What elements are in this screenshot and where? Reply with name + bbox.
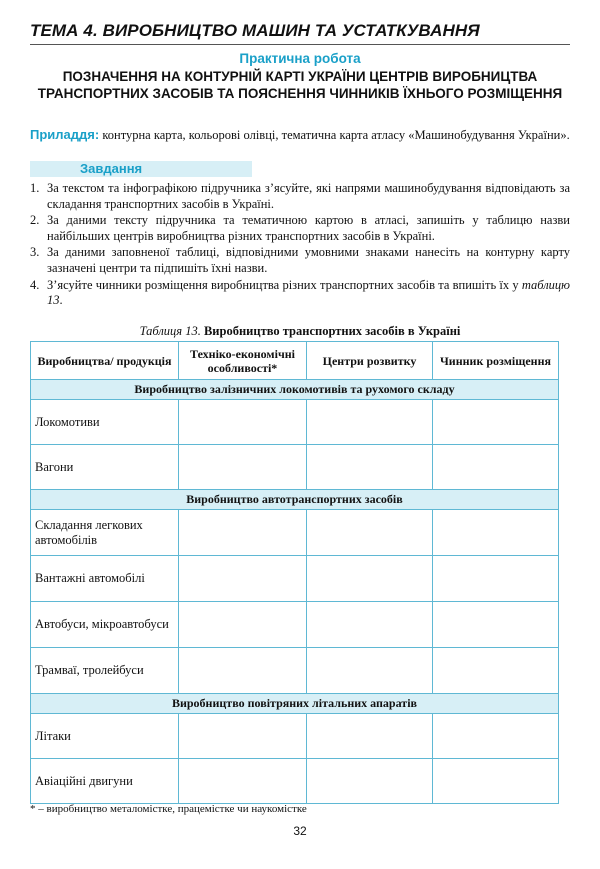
task-item [30,278,570,309]
header-factor: Чинник розміщення [433,342,559,380]
empty-cell-factor[interactable] [433,400,559,445]
empty-cell-centers[interactable] [307,648,433,694]
empty-cell-features[interactable] [179,445,307,490]
table-caption-number: Таблиця 13. [139,324,201,338]
tools-paragraph [30,126,575,144]
section-row-air [31,694,559,714]
tools-text: контурна карта, кольорові олівці, тематична карта атласу «Машинобудування України». [99,128,570,142]
production-table [30,341,559,804]
table-caption [30,324,570,339]
task-number: 1. [30,181,40,195]
empty-cell-centers[interactable] [307,759,433,804]
task-item [30,245,570,276]
page-number: 32 [293,824,307,838]
section-row-auto [31,490,559,510]
empty-cell-factor[interactable] [433,602,559,648]
row-label: Вантажні автомобілі [31,556,179,602]
header-production: Виробництва/ продукція [31,342,179,380]
header-features: Техніко-економічні особливості* [179,342,307,380]
empty-cell-features[interactable] [179,714,307,759]
empty-cell-features[interactable] [179,556,307,602]
empty-cell-centers[interactable] [307,445,433,490]
empty-cell-centers[interactable] [307,400,433,445]
tasks-header-band [30,161,252,177]
work-title: ПОЗНАЧЕННЯ НА КОНТУРНІЙ КАРТІ УКРАЇНИ ЦЕНТРІВ ВИРОБНИЦТВА ТРАНСПОРТНИХ ЗАСОБІВ ТА ПОЯСНЕННЯ ЧИННИКІВ ЇХНЬОГО РОЗМІЩЕННЯ [37,69,563,101]
empty-cell-centers[interactable] [307,556,433,602]
section-row-rail [31,380,559,400]
task-text-start: З’ясуйте чинники розміщення виробництва різних транспортних засобів та впишіть їх у [47,277,522,292]
task-text: За текстом та інфографікою підручника з’ясуйте, які напрями машинобудування відповідають за складання транспортних засобів в Україні. [47,181,570,211]
table-row [31,510,559,556]
empty-cell-factor[interactable] [433,648,559,694]
row-label: Трамваї, тролейбуси [31,648,179,694]
table-row [31,714,559,759]
table-row [31,648,559,694]
row-label: Літаки [31,714,179,759]
table-row [31,556,559,602]
practical-work-label: Практична робота [239,51,361,66]
empty-cell-factor[interactable] [433,714,559,759]
tasks-label: Завдання [80,161,143,176]
footnote: * – виробництво металомістке, працемістке чи наукомістке [30,803,307,815]
task-text: За даними заповненої таблиці, відповідними умовними знаками нанесіть на контурну карту зазначені центри та підпишіть їхні назви. [47,245,570,275]
section-title: Виробництво автотранспортних засобів [31,490,559,510]
task-table-reference: таблицю 13 [47,277,570,308]
table-row [31,602,559,648]
table-row [31,400,559,445]
empty-cell-factor[interactable] [433,556,559,602]
empty-cell-features[interactable] [179,400,307,445]
empty-cell-features[interactable] [179,510,307,556]
table-row [31,759,559,804]
task-text-end: . [59,293,63,308]
table-header-row [31,342,559,380]
empty-cell-features[interactable] [179,648,307,694]
task-item [30,213,570,244]
empty-cell-centers[interactable] [307,510,433,556]
task-number: 3. [30,245,40,260]
empty-cell-factor[interactable] [433,510,559,556]
topic-divider [30,44,570,45]
table-row [31,445,559,490]
task-text: За даними тексту підручника та тематичною картою в атласі, запишіть у таблицю назви найбільших центрів виробництва різних транспортних засобів в Україні. [47,213,570,243]
tools-label: Приладдя: [30,127,100,142]
empty-cell-features[interactable] [179,759,307,804]
empty-cell-features[interactable] [179,602,307,648]
row-label: Автобуси, мікроавтобуси [31,602,179,648]
section-title: Виробництво повітряних літальних апаратів [31,694,559,714]
row-label: Авіаційні двигуни [31,759,179,804]
task-number: 2. [30,213,40,228]
empty-cell-factor[interactable] [433,445,559,490]
header-centers: Центри розвитку [307,342,433,380]
section-title: Виробництво залізничних локомотивів та рухомого складу [31,380,559,400]
row-label: Вагони [31,445,179,490]
task-item [30,181,570,212]
topic-title: ТЕМА 4. ВИРОБНИЦТВО МАШИН ТА УСТАТКУВАННЯ [30,21,480,40]
table-caption-title: Виробництво транспортних засобів в Україні [200,324,461,338]
row-label: Локомотиви [31,400,179,445]
empty-cell-factor[interactable] [433,759,559,804]
tasks-list [30,181,570,310]
empty-cell-centers[interactable] [307,714,433,759]
row-label: Складання легкових автомобілів [31,510,179,556]
empty-cell-centers[interactable] [307,602,433,648]
task-number: 4. [30,277,40,292]
